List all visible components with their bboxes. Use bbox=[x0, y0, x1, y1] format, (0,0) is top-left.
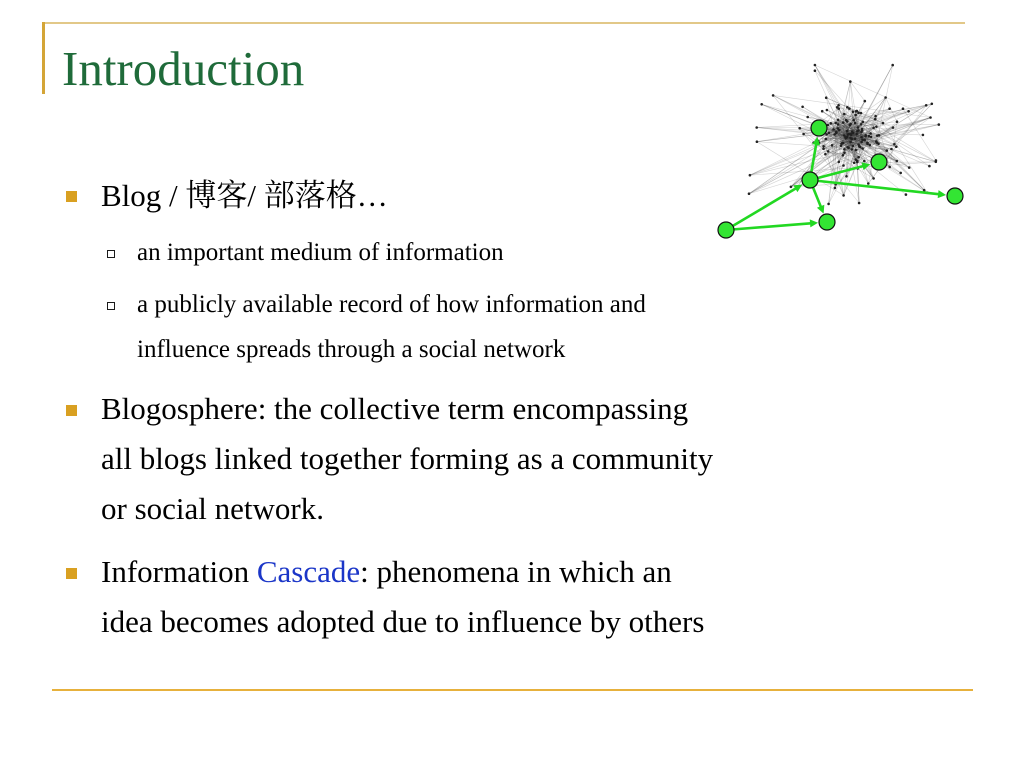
network-node bbox=[790, 186, 793, 189]
network-node bbox=[931, 103, 934, 106]
network-node bbox=[756, 140, 759, 143]
network-node bbox=[905, 193, 908, 196]
network-node bbox=[851, 130, 854, 133]
bullet-marker bbox=[66, 191, 77, 202]
network-node bbox=[899, 172, 902, 175]
network-node bbox=[854, 122, 857, 125]
network-node bbox=[869, 144, 872, 147]
bullet-blogosphere-line2: all blogs linked together forming as a community bbox=[101, 441, 714, 476]
network-node bbox=[888, 166, 891, 169]
network-node bbox=[843, 113, 846, 116]
network-node bbox=[864, 134, 867, 137]
bullet-cascade-line2: idea becomes adopted due to influence by others bbox=[101, 604, 705, 639]
network-node bbox=[822, 145, 825, 148]
network-node bbox=[835, 131, 838, 134]
network-node bbox=[893, 143, 896, 146]
network-edge bbox=[854, 125, 939, 126]
network-node bbox=[867, 182, 870, 185]
network-node bbox=[925, 104, 928, 107]
network-node bbox=[895, 145, 898, 148]
network-node bbox=[902, 107, 905, 110]
network-node bbox=[822, 148, 825, 151]
network-node bbox=[843, 148, 846, 151]
network-node bbox=[814, 69, 817, 72]
network-node bbox=[857, 156, 860, 159]
network-node bbox=[863, 139, 866, 142]
network-node bbox=[846, 146, 849, 149]
network-node bbox=[749, 174, 752, 177]
cascade-arrow bbox=[734, 223, 814, 229]
bullet-cascade-line1 bbox=[101, 547, 672, 597]
network-node bbox=[872, 126, 875, 129]
bullet-marker bbox=[66, 405, 77, 416]
cascade-lead-text: Information bbox=[101, 554, 257, 589]
network-node bbox=[838, 107, 841, 110]
network-node bbox=[896, 120, 899, 123]
network-node bbox=[856, 160, 859, 163]
network-node bbox=[892, 126, 895, 129]
network-node bbox=[760, 103, 763, 106]
network-node bbox=[858, 202, 861, 205]
network-node bbox=[842, 154, 845, 157]
network-node bbox=[869, 132, 872, 135]
network-node bbox=[884, 96, 887, 99]
network-node bbox=[862, 121, 865, 124]
network-node bbox=[825, 133, 828, 136]
network-node bbox=[870, 136, 873, 139]
network-node bbox=[821, 110, 824, 113]
network-node bbox=[855, 149, 858, 152]
bullet-blog: Blog / 博客/ 部落格… bbox=[101, 178, 388, 213]
network-node bbox=[838, 129, 841, 132]
network-node bbox=[840, 142, 843, 145]
network-node bbox=[846, 106, 849, 109]
network-node bbox=[849, 141, 852, 144]
network-node bbox=[827, 150, 830, 153]
network-node bbox=[875, 125, 878, 128]
network-node bbox=[938, 123, 941, 126]
network-node bbox=[837, 123, 840, 126]
network-node bbox=[888, 107, 891, 110]
network-node bbox=[845, 119, 848, 122]
network-node bbox=[860, 123, 863, 126]
sub-bullet-marker bbox=[107, 302, 115, 310]
network-node bbox=[814, 64, 817, 67]
network-node bbox=[847, 133, 850, 136]
network-node bbox=[866, 141, 869, 144]
network-node bbox=[843, 152, 846, 155]
network-node bbox=[849, 137, 852, 140]
network-node bbox=[891, 64, 894, 67]
network-node bbox=[772, 94, 775, 97]
network-node bbox=[846, 130, 849, 133]
network-node bbox=[850, 134, 853, 137]
cascade-node bbox=[947, 188, 963, 204]
network-node bbox=[857, 111, 860, 114]
network-node bbox=[801, 106, 804, 109]
arrow-head-icon bbox=[810, 219, 818, 227]
network-node bbox=[852, 145, 855, 148]
network-node bbox=[863, 160, 866, 163]
cascade-node bbox=[819, 214, 835, 230]
network-node bbox=[922, 134, 925, 137]
network-node bbox=[872, 177, 875, 180]
sub-bullet-record-line1: a publicly available record of how information and bbox=[137, 291, 646, 318]
network-node bbox=[876, 141, 879, 144]
network-node bbox=[874, 118, 877, 121]
network-node bbox=[825, 96, 828, 99]
slide-title: Introduction bbox=[62, 41, 305, 96]
network-node bbox=[861, 147, 864, 150]
network-node bbox=[860, 136, 863, 139]
network-node bbox=[923, 189, 926, 192]
network-node bbox=[755, 126, 758, 129]
cascade-node bbox=[718, 222, 734, 238]
network-node bbox=[852, 119, 855, 122]
network-node bbox=[908, 166, 911, 169]
network-node bbox=[928, 165, 931, 168]
network-node bbox=[837, 119, 840, 122]
network-node bbox=[857, 129, 860, 132]
sub-bullet-record-line2: influence spreads through a social network bbox=[137, 336, 566, 363]
bullet-marker bbox=[66, 568, 77, 579]
network-node bbox=[854, 114, 857, 117]
network-node bbox=[827, 203, 830, 206]
network-node bbox=[857, 143, 860, 146]
network-node bbox=[845, 175, 848, 178]
network-node bbox=[907, 110, 910, 113]
network-node bbox=[851, 148, 854, 151]
cascade-node bbox=[811, 120, 827, 136]
network-node bbox=[878, 134, 881, 137]
network-node bbox=[748, 192, 751, 195]
network-node bbox=[861, 129, 864, 132]
network-node bbox=[849, 124, 852, 127]
network-node bbox=[798, 127, 801, 130]
network-node bbox=[825, 138, 828, 141]
network-node bbox=[832, 128, 835, 131]
network-node bbox=[874, 115, 877, 118]
cascade-node bbox=[802, 172, 818, 188]
network-node bbox=[852, 110, 855, 113]
network-node bbox=[834, 122, 837, 125]
network-node bbox=[806, 116, 809, 119]
network-node bbox=[826, 109, 829, 112]
cascade-arrow bbox=[733, 187, 799, 226]
network-node bbox=[828, 131, 831, 134]
cascade-node bbox=[871, 154, 887, 170]
network-node bbox=[824, 153, 827, 156]
arrow-head-icon bbox=[938, 190, 946, 198]
network-node bbox=[860, 112, 863, 115]
network-node bbox=[857, 126, 860, 129]
network-node bbox=[853, 162, 856, 165]
network-node bbox=[802, 133, 805, 136]
network-node bbox=[896, 160, 899, 163]
network-node bbox=[849, 80, 852, 83]
network-node bbox=[838, 161, 841, 164]
network-node bbox=[929, 116, 932, 119]
network-node bbox=[935, 159, 938, 162]
network-node bbox=[854, 138, 857, 141]
network-node bbox=[845, 137, 848, 140]
bullet-blogosphere-line1: Blogosphere: the collective term encompassing bbox=[101, 391, 689, 426]
network-node bbox=[864, 100, 867, 103]
network-node bbox=[860, 141, 863, 144]
cascade-arrow bbox=[818, 181, 942, 195]
network-node bbox=[890, 148, 893, 151]
network-node bbox=[842, 194, 845, 197]
network-node bbox=[834, 187, 837, 190]
sub-bullet-medium: an important medium of information bbox=[137, 239, 504, 266]
sub-bullet-marker bbox=[107, 250, 115, 258]
network-node bbox=[855, 133, 858, 136]
bullet-blogosphere-line3: or social network. bbox=[101, 491, 324, 526]
network-node bbox=[886, 149, 889, 152]
social-network-figure bbox=[690, 40, 1000, 260]
network-node bbox=[882, 122, 885, 125]
network-node bbox=[840, 145, 843, 148]
cascade-term: Cascade bbox=[256, 554, 361, 589]
cascade-rest-text: : phenomena in which an bbox=[360, 554, 672, 589]
network-node bbox=[842, 121, 845, 124]
network-node bbox=[830, 122, 833, 125]
network-node bbox=[842, 164, 845, 167]
network-node bbox=[831, 144, 834, 147]
